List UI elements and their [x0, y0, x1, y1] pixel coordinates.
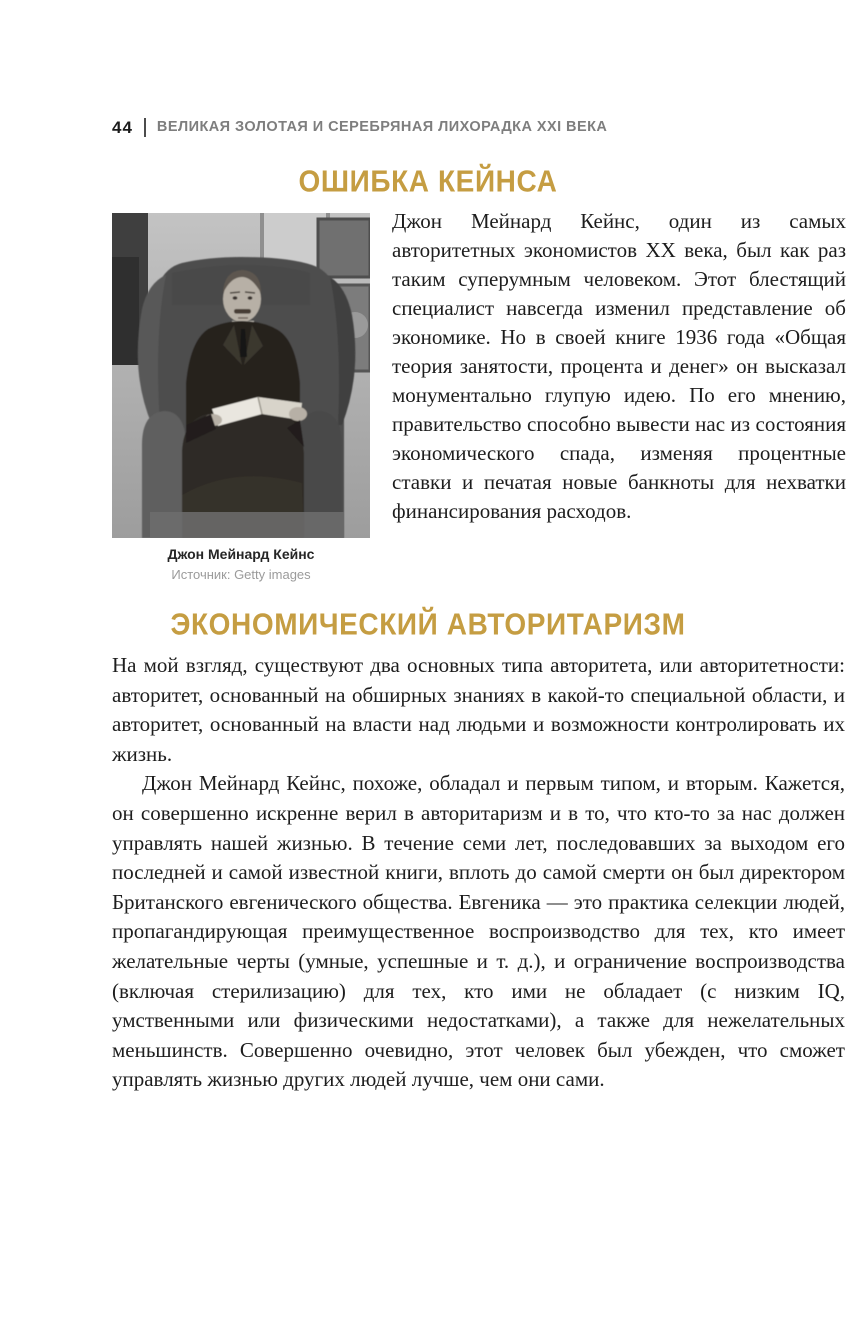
page-number: 44	[112, 118, 133, 137]
section-heading-economic-authoritarianism: ЭКОНОМИЧЕСКИЙ АВТОРИТАРИЗМ	[170, 607, 686, 642]
keynes-section	[112, 209, 846, 583]
running-header	[112, 118, 607, 137]
keynes-photo-illustration	[112, 213, 370, 538]
keynes-paragraph: Джон Мейнард Кейнс, один из самых авторитетных экономистов XX века, был как раз таким суперумным человеком. Этот блестящий специалист навсегда изменил представление об экономике. Но в своей книге 1936 года «Общая теория занятости, процента и денег» он высказал монументально глупую идею. По его мнению, правительство способно вывести нас из состояния экономического спада, изменяя процентные ставки и печатая новые банкноты для нехватки финансирования расходов.	[392, 209, 846, 523]
authoritarianism-section	[112, 651, 845, 1095]
photo-source-credit: Источник: Getty images	[171, 566, 311, 582]
running-title: ВЕЛИКАЯ ЗОЛОТАЯ И СЕРЕБРЯНАЯ ЛИХОРАДКА XXI ВЕКА	[156, 119, 608, 136]
header-divider	[144, 118, 146, 137]
photo-caption-block	[112, 546, 370, 583]
authoritarianism-paragraph-2: Джон Мейнард Кейнс, похоже, обладал и первым типом, и вторым. Кажется, он совершенно искренне верил в авторитаризм и в то, что кто-то за нас должен управлять нашей жизнью. В течение семи лет, последовавших за выходом его последней и самой известной книги, вплоть до самой смерти он был директором Британского евгенического общества. Евгеника — это практика селекции людей, пропагандирующая преимущественное воспроизводство для тех, кто имеет желательные черты (умные, успешные и т. д.), и ограничение воспроизводства (включая стерилизацию) для тех, кто ими не обладает (с низким IQ, умственными или физическими недостатками), а также для нежелательных меньшинств. Совершенно очевидно, этот человек был убежден, что сможет управлять жизнью других людей лучше, чем они сами.	[112, 771, 845, 1092]
photo-caption: Джон Мейнард Кейнс	[167, 546, 315, 562]
keynes-photo	[112, 213, 370, 538]
section-heading-keynes-mistake: ОШИБКА КЕЙНСА	[298, 164, 558, 199]
keynes-figure	[112, 213, 370, 583]
authoritarianism-paragraph-1: На мой взгляд, существуют два основных типа авторитета, или авторитетности: авторитет, основанный на обширных знаниях в какой-то специальной области, и авторитет, основанный на власти над людьми и возможности контролировать их жизнь.	[112, 653, 845, 766]
